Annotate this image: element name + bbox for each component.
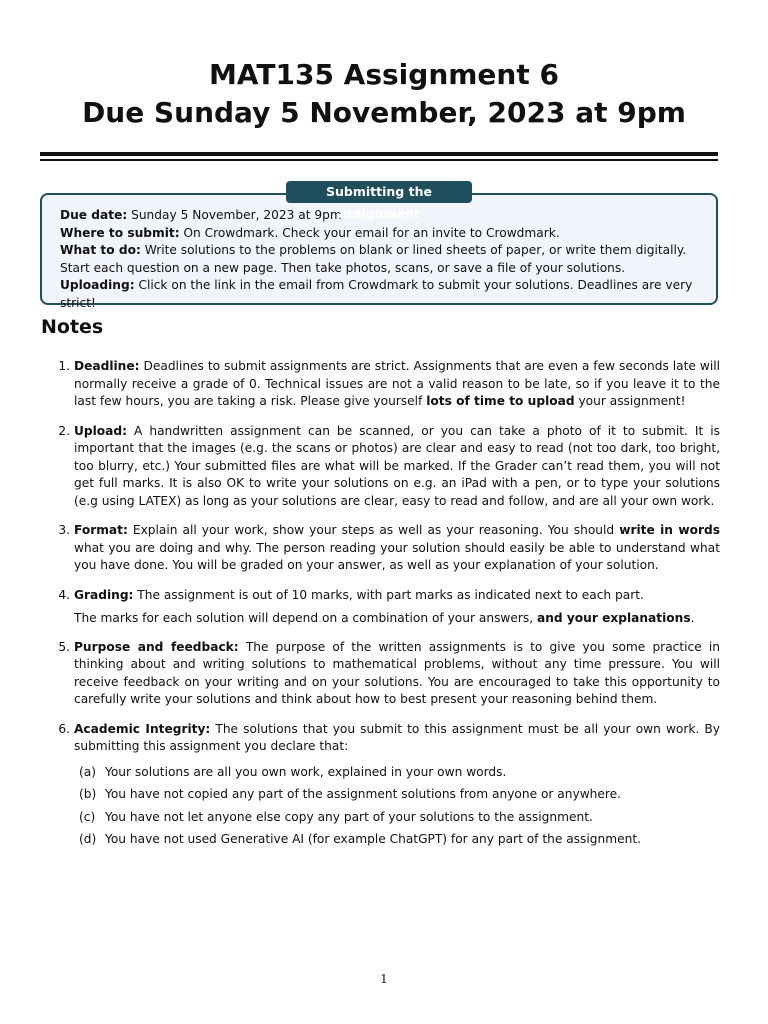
title-rule-thick [40, 152, 718, 156]
title-line-2: Due Sunday 5 November, 2023 at 9pm [82, 96, 686, 129]
note-item-deadline: 1. Deadline: Deadlines to submit assignments are strict. Assignments that are even a few seconds late will normally receive a grade of 0. Technical issues are not a valid reason to be late, so if you leave it to the last few hours, you are taking a risk. Please give yourself lots of time to upload your assignment! [58, 359, 720, 408]
notes-list [40, 358, 720, 854]
declaration-item: (a) Your solutions are all you own work, explained in your own words. [79, 764, 507, 779]
title-line-1: MAT135 Assignment 6 [209, 58, 559, 91]
submission-box-tag: Submitting the assignment [286, 181, 472, 203]
declaration-item: (b) You have not copied any part of the assignment solutions from anyone or anywhere. [79, 787, 622, 801]
grading-paragraph-2: The marks for each solution will depend on a combination of your answers, and your explanations. [74, 611, 695, 625]
page-title [0, 56, 768, 132]
notes-heading: Notes [41, 316, 104, 338]
title-rule-thin [40, 159, 718, 161]
declaration-item: (d) You have not used Generative AI (for example ChatGPT) for any part of the assignment. [79, 832, 641, 846]
note-item-upload: 2. Upload: A handwritten assignment can be scanned, or you can take a photo of it to submit. It is important that the images (e.g. the scans or photos) are clear and easy to read (not too dark, too bright, too blurry, etc.) Your submitted files are what will be marked. If the Grader can’t read them, you will not get full marks. It is also OK to write your solutions on e.g. an iPad with a pen, or to type your solutions (e.g using LATEX) as long as your solutions are clear, easy to read and follow, and are all your own work. [58, 423, 720, 508]
declaration-item: (c) You have not let anyone else copy any part of your solutions to the assignment. [79, 809, 593, 824]
what-to-do-line: What to do: Write solutions to the problems on blank or lined sheets of paper, or write them digitally. Start each question on a new page. Then take photos, scans, or save a file of your solutions. [60, 243, 687, 275]
note-item-grading: 4. Grading: The assignment is out of 10 marks, with part marks as indicated next to each part. The marks for each solution will depend on a combination of your answers, and your explanations. [40, 587, 720, 628]
note-item-purpose: 5. Purpose and feedback: The purpose of the written assignments is to give you some practice in thinking about and writing solutions to mathematical problems, without any time pressure. You will receive feedback on your writing and on your solutions. You are encouraged to take this opportunity to carefully write your solutions and think about how to best present your reasoning behind them. [58, 639, 721, 706]
due-date-line: Due date: Sunday 5 November, 2023 at 9pm [60, 208, 342, 222]
where-to-submit-line: Where to submit: On Crowdmark. Check your email for an invite to Crowdmark. [60, 225, 560, 240]
uploading-line: Uploading: Click on the link in the email from Crowdmark to submit your solutions. Deadlines are very strict! [60, 278, 693, 310]
integrity-declarations [74, 764, 720, 849]
note-item-academic-integrity: 6. Academic Integrity: The solutions that you submit to this assignment must be all your own work. By submitting this assignment you declare that: (a) Your solutions are all you own work, explained in your own words. (b) You have not copied any part of the assignment solutions from anyone or anywhere. (c) You have not let anyone else copy any part of your solutions to the assignment. (d) You have not used Generative AI (for example ChatGPT) for any part of the assignment. [40, 721, 720, 849]
page-number: 1 [380, 971, 388, 986]
note-item-format: 3. Format: Explain all your work, show your steps as well as your reasoning. You should write in words what you are doing and why. The person reading your solution should easily be able to understand what you have done. You will be graded on your answer, as well as your explanation of your solution. [58, 523, 721, 572]
